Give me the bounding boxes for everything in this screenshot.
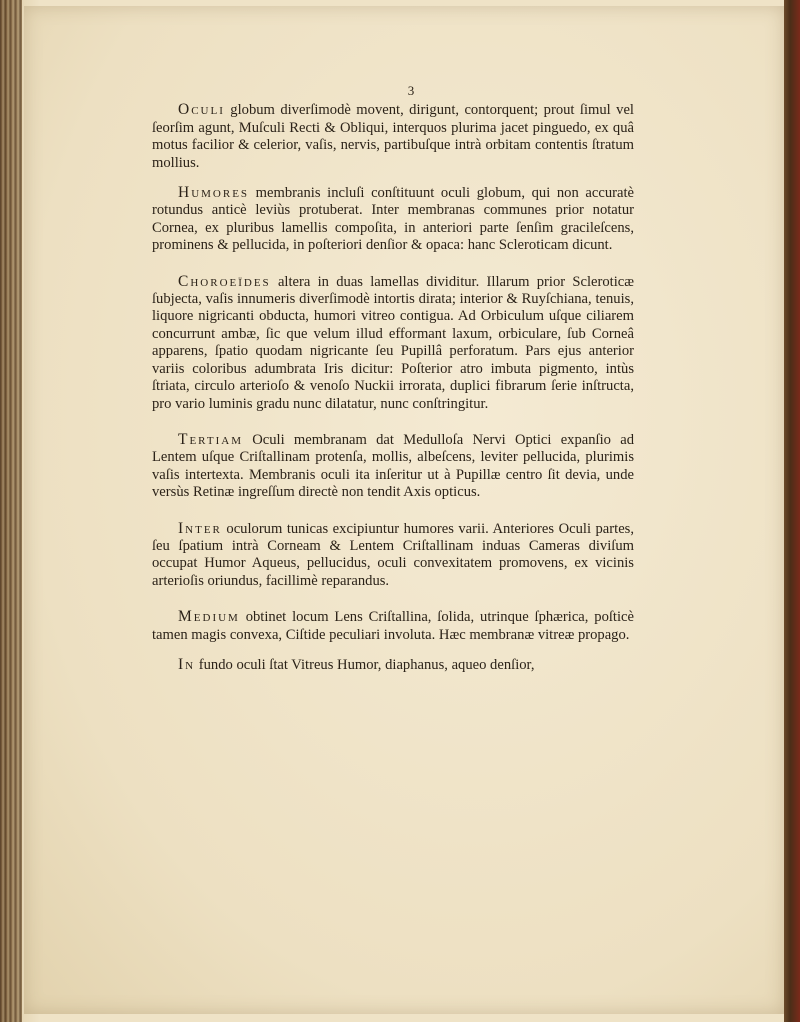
paragraph-text: membranis incluſi conſtituunt oculi globum, qui non accuratè rotundus anticè leviùs protuberat. Inter membranas communes prior notatur Cornea, ex pluribus lamellis compoſita, in anteriori parte ſenſim gracileſcens, prominens & pellucida, in poſteriori denſior & opaca: hanc Scleroticam dicunt. [152, 185, 634, 254]
paragraph-text: obtinet locum Lens Criſtallina, ſolida, utrinque ſphærica, poſticè tamen magis convexa, Ciſtide peculiari involuta. Hæc membranæ vitreæ propago. [152, 609, 634, 643]
paragraph-lead: Humores [178, 184, 250, 202]
book-binding [0, 0, 22, 1022]
page-edge-shadow [784, 0, 800, 1022]
paragraph-medium [152, 608, 634, 644]
paragraph-lead: Oculi [178, 101, 225, 119]
paragraph-choroeides [152, 273, 634, 413]
paragraph-lead: In [178, 655, 196, 673]
book-page [24, 6, 784, 1014]
paragraph-in [152, 656, 634, 674]
paragraph-text: altera in duas lamellas dividitur. Illarum prior Scleroticæ ſubjecta, vaſis innumeris diverſimodè intortis dirata; interior & Ruyſchiana, tenuis, liquore nigricanti obducta, humori vitreo contigua. Ad Orbiculum uſque ciliarem concurrunt ambæ, ſic que velum illud efformant laxum, orbiculare, ſub Corneâ apparens, ſpatio quodam nigricante ſeu Pupillâ perforatum. Pars ejus anterior variis coloribus adumbrata Iris dicitur: Poſterior atro imbuta pigmento, intùs ſtriata, circulo arterioſo & venoſo Nuckii irrorata, duplici fibrarum ſerie inſtructa, pro vario luminis gradu nunc dilatatur, nunc conſtringitur. [152, 273, 634, 412]
paragraph-inter [152, 520, 634, 591]
paragraph-text: fundo oculi ſtat Vitreus Humor, diaphanus, aqueo denſior, [195, 656, 535, 673]
text-column [152, 82, 634, 692]
page-number: 3 [407, 83, 415, 98]
paragraph-text: oculorum tunicas excipiuntur humores varii. Anteriores Oculi partes, ſeu ſpatium intrà Corneam & Lentem Criſtallinam induas Cameras diviſum occupat Humor Aqueus, pellucidus, oculi convexitatem promovens, ex vicinis arterioſis oriundus, facillimè reparandus. [152, 520, 634, 589]
paragraph-lead: Medium [178, 608, 240, 626]
paragraph-lead: Choroeïdes [178, 272, 271, 290]
paragraph-oculi [152, 101, 634, 172]
paragraph-tertiam [152, 431, 634, 502]
paragraph-text: Oculi membranam dat Medulloſa Nervi Optici expanſio ad Lentem uſque Criſtallinam protenſa, mollis, albeſcens, leviter pellucida, plurimis vaſis intertexta. Membranis oculi ita inſeritur ut à Pupillæ centro ſit devia, unde versùs Retinæ ingreſſum directè non tendit Axis opticus. [152, 431, 634, 501]
paragraph-text: globum diverſimodè movent, dirigunt, contorquent; prout ſimul vel ſeorſim agunt, Muſculi Recti & Obliqui, interquos plurima jacet pinguedo, ex quâ motus facilior & celerior, vaſis, nervis, partibuſque intrà orbitam contentis ſtratum mollius. [152, 102, 634, 171]
paragraph-humores [152, 184, 634, 255]
paragraph-lead: Tertiam [178, 430, 243, 448]
paragraph-lead: Inter [178, 519, 222, 537]
